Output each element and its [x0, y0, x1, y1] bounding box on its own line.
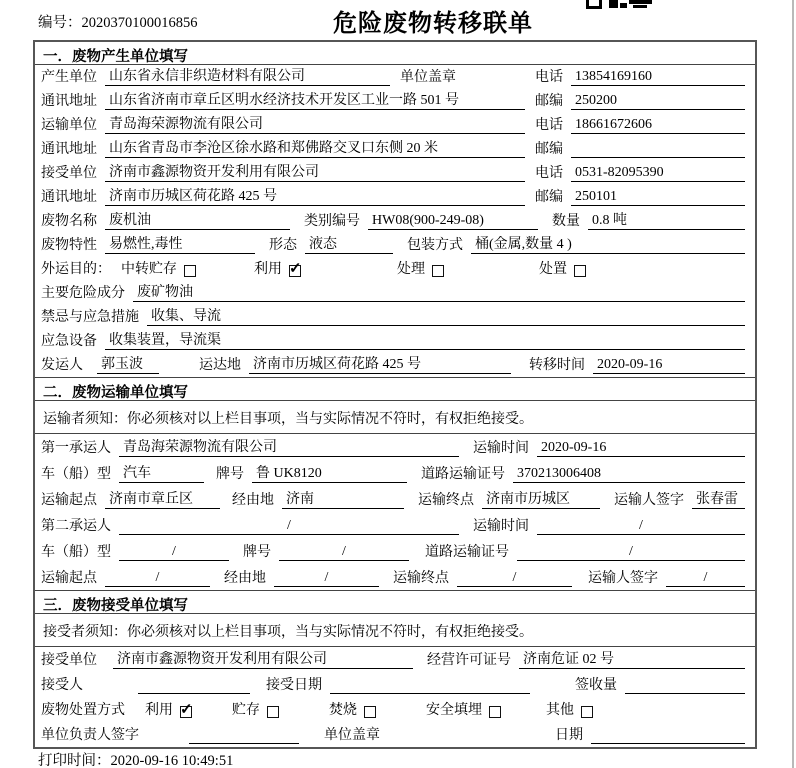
shipper-row: [35, 353, 755, 377]
page-edge-line: [792, 0, 794, 768]
producer-zip-value: 250200: [571, 92, 745, 110]
disposal-option-use: [145, 702, 192, 719]
receiver-address-row: [35, 185, 755, 209]
qr-module: [586, 0, 602, 9]
transporter-unit-row: [35, 113, 755, 137]
first-carrier-row: [35, 434, 755, 460]
waste-form-label: 形态: [269, 238, 297, 253]
producer-address-row: [35, 89, 755, 113]
taboo-measures-row: [35, 305, 755, 329]
disposal-option-incinerate: [329, 702, 376, 719]
page-title: 危险废物转移联单: [333, 11, 533, 37]
license-number-label: 经营许可证号: [427, 653, 511, 668]
destination-label: 运达地: [199, 358, 241, 373]
manager-signature-value: [189, 726, 299, 744]
road-permit2-label: 道路运输证号: [425, 545, 509, 560]
transport-end-label: 运输终点: [418, 493, 474, 508]
transporter-address-label: 通讯地址: [41, 142, 97, 157]
transport-time-label: 运输时间: [473, 441, 529, 456]
producer-zip-group: [535, 92, 745, 110]
transporter-phone-value: 18661672606: [571, 116, 745, 134]
qr-module: [609, 0, 618, 8]
second-carrier-value: /: [119, 517, 459, 535]
receiver-zip-label: 邮编: [535, 190, 563, 205]
transporter-unit-label: 运输单位: [41, 118, 97, 133]
plate-number2-label: 牌号: [243, 545, 271, 560]
checkbox-icon: [267, 706, 279, 718]
transfer-purpose-label: 外运目的：: [41, 262, 111, 277]
hazard-component-value: 废矿物油: [133, 284, 745, 302]
checkbox-icon: [180, 706, 192, 718]
shipper-label: 发运人: [41, 358, 83, 373]
carrier-signature-value: 张春雷: [692, 491, 745, 509]
disposal-option-landfill-label: 安全填埋: [426, 703, 482, 718]
manager-signature-row: [35, 722, 755, 747]
transfer-time-label: 转移时间: [529, 358, 585, 373]
producer-phone-group: [535, 68, 745, 86]
receiver-zip-group: [535, 188, 745, 206]
checkbox-icon: [184, 265, 196, 277]
via2-value: /: [274, 569, 379, 587]
section-receiver-title: 三．废物接受单位填写: [35, 591, 755, 614]
transport-end-value: 济南市历城区: [482, 491, 600, 509]
vehicle-type2-value: /: [119, 543, 229, 561]
accepting-unit-label: 接受单位: [41, 653, 97, 668]
section-transporter-title: 二．废物运输单位填写: [35, 378, 755, 401]
producer-unit-label: 产生单位: [41, 70, 97, 85]
date-value: [591, 726, 745, 744]
transport-time2-value: /: [537, 517, 745, 535]
purpose-option-treat: [397, 261, 444, 278]
carrier-signature2-value: /: [666, 569, 745, 587]
document-number-label: 编号：: [38, 15, 82, 31]
transport-origin2-label: 运输起点: [41, 571, 97, 586]
hazard-component-row: [35, 281, 755, 305]
checkbox-icon: [289, 265, 301, 277]
purpose-option-dispose: [539, 261, 586, 278]
carrier-signature-label: 运输人签字: [614, 493, 684, 508]
producer-unit-value: 山东省永信非织造材料有限公司: [105, 68, 390, 86]
checkbox-icon: [574, 265, 586, 277]
checkbox-icon: [432, 265, 444, 277]
via-label: 经由地: [232, 493, 274, 508]
via-value: 济南: [282, 491, 404, 509]
recipient-row: [35, 672, 755, 697]
transporter-unit-value: 青岛海荣源物流有限公司: [105, 116, 525, 134]
date-label: 日期: [555, 728, 583, 743]
taboo-measures-value: 收集、导流: [147, 308, 745, 326]
waste-name-value: 废机油: [105, 212, 290, 230]
transporter-zip-value: [571, 140, 745, 158]
disposal-option-use-label: 利用: [145, 703, 173, 718]
disposal-option-storage-label: 贮存: [232, 703, 260, 718]
purpose-option-use: [254, 261, 301, 278]
emergency-equipment-label: 应急设备: [41, 334, 97, 349]
recipient-value: [138, 676, 250, 694]
disposal-option-storage: [232, 702, 279, 719]
waste-name-row: [35, 209, 755, 233]
packing-value: 桶(金属,数量 4 ): [471, 236, 745, 254]
unit-seal2-label: 单位盖章: [324, 728, 380, 743]
transport-time2-label: 运输时间: [473, 519, 529, 534]
category-code-label: 类别编号: [304, 214, 360, 229]
receiver-address-label: 通讯地址: [41, 190, 97, 205]
disposal-method-label: 废物处置方式: [41, 703, 125, 718]
receiver-unit-value: 济南市鑫源物资开发利用有限公司: [105, 164, 525, 182]
transporter-phone-label: 电话: [535, 118, 563, 133]
transporter-phone-group: [535, 116, 745, 134]
disposal-option-incinerate-label: 焚烧: [329, 703, 357, 718]
qr-module: [620, 3, 627, 8]
producer-phone-label: 电话: [535, 70, 563, 85]
receiver-phone-value: 0531-82095390: [571, 164, 745, 182]
signed-quantity-label: 签收量: [575, 678, 617, 693]
transporter-zip-label: 邮编: [535, 142, 563, 157]
packing-label: 包装方式: [407, 238, 463, 253]
unit-seal-label: 单位盖章: [400, 70, 456, 85]
transporter-zip-group: [535, 140, 745, 158]
accept-date-label: 接受日期: [266, 678, 322, 693]
checkbox-icon: [581, 706, 593, 718]
first-carrier-value: 青岛海荣源物流有限公司: [119, 439, 459, 457]
manager-signature-label: 单位负责人签字: [41, 728, 139, 743]
category-code-value: HW08(900-249-08): [368, 212, 538, 230]
signed-quantity-value: [625, 676, 745, 694]
checkbox-icon: [489, 706, 501, 718]
print-time: [38, 749, 233, 768]
waste-name-label: 废物名称: [41, 214, 97, 229]
transfer-purpose-row: [35, 257, 755, 281]
purpose-option-use-label: 利用: [254, 262, 282, 277]
receiver-notice: 接受者须知：你必须核对以上栏目事项，当与实际情况不符时，有权拒绝接受。: [35, 614, 755, 647]
receiver-zip-value: 250101: [571, 188, 745, 206]
quantity-label: 数量: [552, 214, 580, 229]
receiver-address-value: 济南市历城区荷花路 425 号: [105, 188, 525, 206]
disposal-option-other-label: 其他: [546, 703, 574, 718]
vehicle-type2-row: [35, 538, 755, 564]
waste-property-label: 废物特性: [41, 238, 97, 253]
transport-end2-value: /: [457, 569, 572, 587]
transporter-address-value: 山东省青岛市李沧区徐水路和郑佛路交叉口东侧 20 米: [105, 140, 525, 158]
via2-label: 经由地: [224, 571, 266, 586]
vehicle-type-label: 车（船）型: [41, 467, 111, 482]
section-producer-title: 一．废物产生单位填写: [35, 42, 755, 65]
manifest-form-table: [33, 40, 757, 749]
producer-zip-label: 邮编: [535, 94, 563, 109]
taboo-measures-label: 禁忌与应急措施: [41, 310, 139, 325]
section-receiver: [35, 590, 755, 747]
disposal-option-other: [546, 702, 593, 719]
plate-number2-value: /: [279, 543, 409, 561]
transport-route-row: [35, 486, 755, 512]
disposal-method-row: [35, 697, 755, 722]
disposal-option-landfill: [426, 702, 501, 719]
transport-time-value: 2020-09-16: [537, 439, 745, 457]
transport-origin-label: 运输起点: [41, 493, 97, 508]
license-number-value: 济南危证 02 号: [519, 651, 745, 669]
recipient-label: 接受人: [41, 678, 83, 693]
vehicle-type2-label: 车（船）型: [41, 545, 111, 560]
qr-module: [633, 5, 647, 8]
road-permit2-value: /: [517, 543, 745, 561]
receiver-unit-row: [35, 161, 755, 185]
print-time-value: 2020-09-16 10:49:51: [110, 753, 234, 768]
transport-route2-row: [35, 564, 755, 590]
transfer-time-value: 2020-09-16: [593, 356, 745, 374]
producer-phone-value: 13854169160: [571, 68, 745, 86]
purpose-option-treat-label: 处理: [397, 262, 425, 277]
vehicle-type-row: [35, 460, 755, 486]
producer-unit-row: [35, 65, 755, 89]
transport-origin-value: 济南市章丘区: [105, 491, 220, 509]
receiver-phone-label: 电话: [535, 166, 563, 181]
accepting-unit-value: 济南市鑫源物资开发利用有限公司: [113, 651, 413, 669]
quantity-value: 0.8 吨: [588, 212, 745, 230]
purpose-option-storage: [121, 261, 196, 278]
first-carrier-label: 第一承运人: [41, 441, 111, 456]
road-permit-label: 道路运输证号: [421, 467, 505, 482]
purpose-option-storage-label: 中转贮存: [121, 262, 177, 277]
section-transporter: [35, 377, 755, 590]
hazard-component-label: 主要危险成分: [41, 286, 125, 301]
purpose-option-dispose-label: 处置: [539, 262, 567, 277]
accept-date-value: [330, 676, 530, 694]
waste-form-value: 液态: [305, 236, 393, 254]
producer-address-label: 通讯地址: [41, 94, 97, 109]
qr-code-fragment: [586, 0, 654, 10]
transport-end2-label: 运输终点: [393, 571, 449, 586]
receiver-phone-group: [535, 164, 745, 182]
second-carrier-row: [35, 512, 755, 538]
transporter-notice: 运输者须知：你必须核对以上栏目事项，当与实际情况不符时，有权拒绝接受。: [35, 401, 755, 434]
shipper-value: 郭玉波: [97, 356, 159, 374]
accepting-unit-row: [35, 647, 755, 672]
qr-module: [629, 0, 652, 4]
checkbox-icon: [364, 706, 376, 718]
destination-value: 济南市历城区荷花路 425 号: [249, 356, 511, 374]
document-header: [0, 0, 796, 40]
plate-number-label: 牌号: [216, 467, 244, 482]
print-time-label: 打印时间：: [38, 753, 111, 768]
plate-number-value: 鲁 UK8120: [252, 465, 407, 483]
emergency-equipment-row: [35, 329, 755, 353]
carrier-signature2-label: 运输人签字: [588, 571, 658, 586]
waste-property-value: 易燃性,毒性: [105, 236, 255, 254]
transport-origin2-value: /: [105, 569, 210, 587]
producer-address-value: 山东省济南市章丘区明水经济技术开发区工业一路 501 号: [105, 92, 525, 110]
document-number: [38, 11, 198, 32]
vehicle-type-value: 汽车: [119, 465, 204, 483]
road-permit-value: 370213006408: [513, 465, 745, 483]
document-number-value: 2020370100016856: [81, 15, 198, 31]
waste-property-row: [35, 233, 755, 257]
transporter-address-row: [35, 137, 755, 161]
second-carrier-label: 第二承运人: [41, 519, 111, 534]
receiver-unit-label: 接受单位: [41, 166, 97, 181]
emergency-equipment-value: 收集装置，导流渠: [105, 332, 745, 350]
section-producer: [35, 42, 755, 377]
